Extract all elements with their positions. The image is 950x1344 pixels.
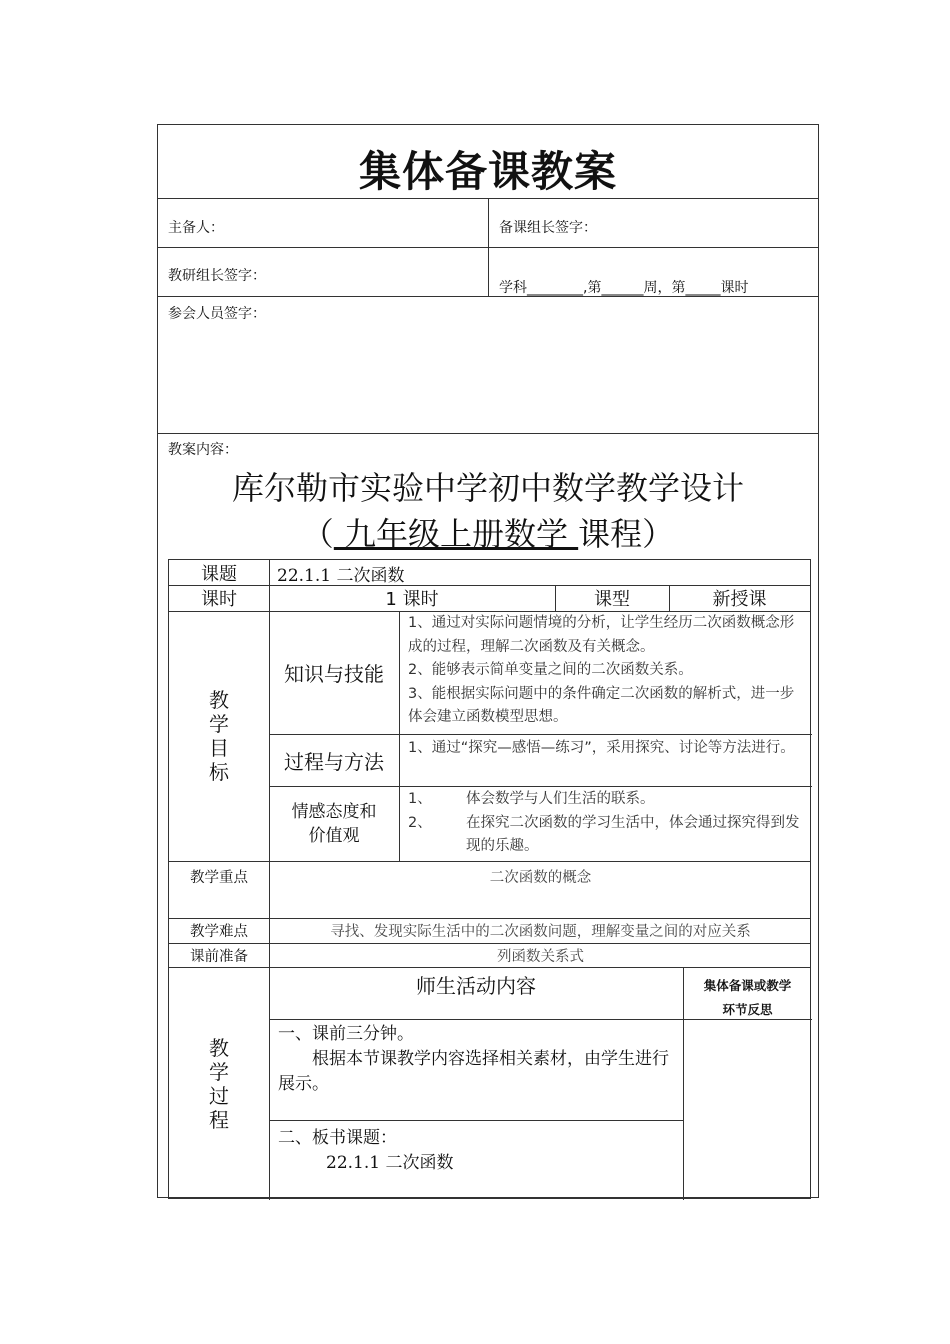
hours-value: 1 课时: [385, 589, 439, 610]
knowledge-item: 1、通过对实际问题情境的分析，让学生经历二次函数概念形成的过程，理解二次函数及有关概念。: [408, 615, 795, 655]
topic-label: 课题: [201, 563, 237, 585]
process-methods-text: 1、通过“探究—感悟—练习”，采用探究、讨论等方法进行。: [408, 740, 795, 756]
difficulty-label: 教学难点: [190, 924, 248, 940]
reflection-header-line: 环节反思: [722, 1002, 773, 1017]
process-methods-label: 过程与方法: [284, 749, 384, 774]
step-one-body: 根据本节课教学内容选择相关素材，由学生进行展示。: [278, 1049, 669, 1094]
design-title: 库尔勒市实验中学初中数学教学设计: [231, 469, 744, 507]
attitude-label-line: 情感态度和: [291, 801, 377, 822]
activity-header: 师生活动内容: [416, 974, 536, 998]
step-two-title: 二、板书课题：: [278, 1128, 397, 1148]
process-char: 过: [209, 1083, 229, 1108]
lesson-type-label: 课型: [594, 589, 630, 610]
objectives-char: 学: [209, 712, 229, 736]
difficulty-value: 寻找、发现实际生活中的二次函数问题，理解变量之间的对应关系: [330, 924, 751, 940]
knowledge-item: 2、能够表示简单变量之间的二次函数关系。: [408, 662, 693, 678]
key-point-label: 教学重点: [190, 870, 248, 886]
teaching-design-table: [168, 559, 811, 1199]
objectives-char: 标: [209, 760, 229, 784]
knowledge-item: 3、能根据实际问题中的条件确定二次函数的解析式，进一步体会建立函数模型思想。: [408, 685, 795, 725]
objectives-char: 教: [209, 688, 229, 712]
divider: [158, 296, 818, 297]
attitude-label-line: 价值观: [308, 825, 360, 846]
topic-value: 22.1.1 二次函数: [277, 566, 405, 586]
lesson-type-value: 新授课: [712, 589, 767, 610]
participants-signature-label: 参会人员签字：: [168, 306, 266, 322]
attitude-item: [408, 812, 806, 859]
group-leader-signature-label: 备课组长签字：: [499, 220, 597, 236]
divider: [269, 1120, 683, 1121]
step-one-title: 一、课前三分钟。: [278, 1024, 414, 1044]
divider: [169, 861, 810, 862]
preparation-label: 课前准备: [190, 948, 248, 965]
lesson-plan-form: [157, 124, 819, 1198]
research-leader-signature-label: 教研组长签字：: [168, 268, 266, 284]
objectives-label: [169, 611, 269, 861]
objectives-char: 目: [209, 736, 229, 760]
hours-label: 课时: [201, 589, 237, 610]
process-char: 程: [209, 1107, 229, 1132]
divider: [158, 433, 818, 434]
attitude-item-number: 2、: [408, 814, 432, 831]
key-point-value: 二次函数的概念: [489, 870, 592, 886]
attitude-item: [408, 788, 806, 812]
lead-teacher-label: 主备人：: [168, 220, 224, 236]
teaching-process-label: [169, 967, 269, 1200]
subject-week-period-line: 学科________,第______周，第_____课时: [499, 280, 749, 296]
course-close: 课程）: [578, 515, 675, 553]
step-two: [278, 1126, 453, 1176]
reflection-header: [683, 974, 812, 1022]
step-one: [278, 1022, 678, 1097]
process-char: 学: [209, 1059, 229, 1084]
attitude-items: [408, 788, 806, 859]
course-title: [158, 509, 818, 555]
knowledge-skills-label: 知识与技能: [284, 662, 384, 686]
attitude-values-label: [269, 786, 399, 861]
knowledge-items: [408, 612, 806, 730]
preparation-value: 列函数关系式: [497, 948, 584, 965]
course-open-paren: （: [301, 515, 334, 553]
process-char: 教: [209, 1035, 229, 1060]
reflection-header-line: 集体备课或教学: [703, 978, 792, 993]
divider: [158, 247, 818, 248]
divider: [399, 611, 400, 861]
content-label: 教案内容：: [168, 442, 238, 458]
page-title: 集体备课教案: [358, 147, 617, 196]
attitude-item-text: 体会数学与人们生活的联系。: [466, 791, 655, 807]
course-name: 九年级上册数学: [333, 515, 579, 553]
divider: [269, 1019, 812, 1020]
attitude-item-text: 在探究二次函数的学习生活中，体会通过探究得到发现的乐趣。: [466, 814, 800, 854]
attitude-item-number: 1、: [408, 791, 432, 807]
step-two-body: 22.1.1 二次函数: [326, 1153, 454, 1173]
